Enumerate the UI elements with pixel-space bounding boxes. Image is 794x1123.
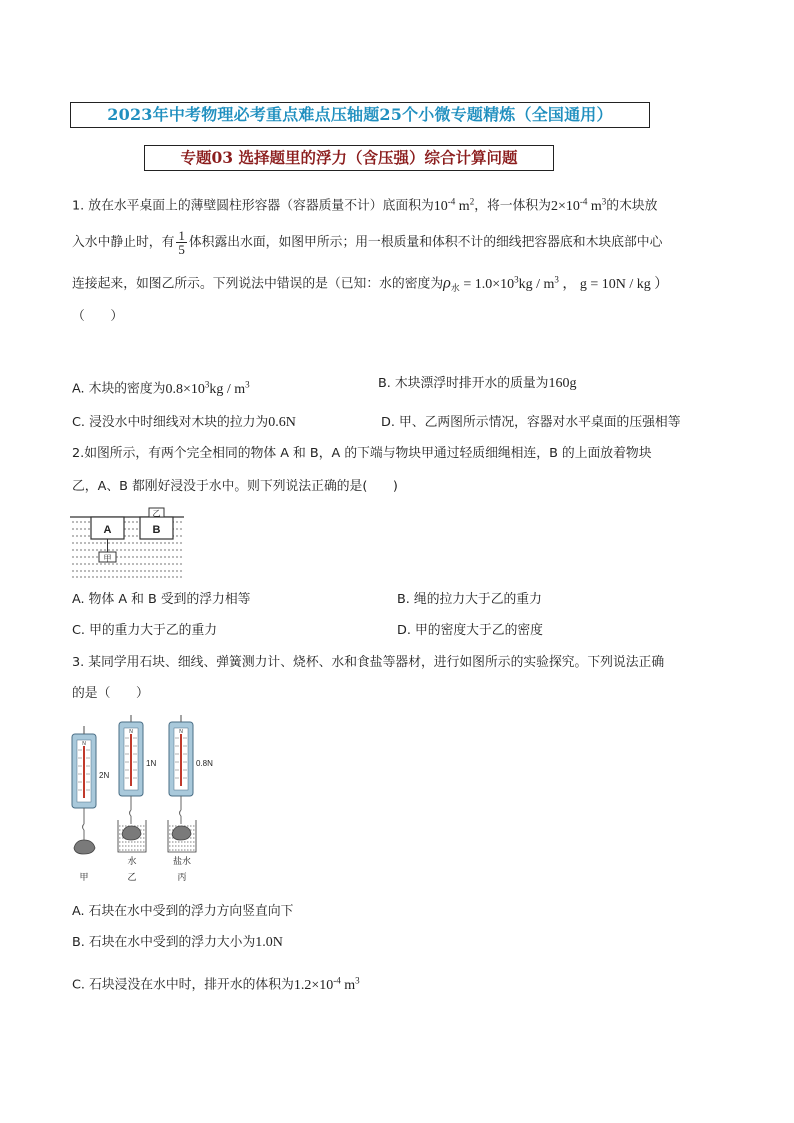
q3-option-b: B. 石块在水中受到的浮力大小为1.0N: [72, 935, 283, 950]
svg-text:A: A: [103, 524, 112, 536]
q2-option-c: C. 甲的重力大于乙的重力: [72, 623, 218, 638]
q1-option-c: C. 浸没水中时细线对木块的拉力为0.6N: [72, 415, 296, 430]
topic-subtitle: 专题03 选择题里的浮力（含压强）综合计算问题: [144, 145, 554, 171]
q2-option-a: A. 物体 A 和 B 受到的浮力相等: [72, 592, 251, 607]
svg-text:水: 水: [127, 856, 137, 866]
q3-line-1: 3. 某同学用石块、细线、弹簧测力计、烧杯、水和食盐等器材，进行如图所示的实验探究。下列说法正确: [72, 655, 665, 670]
svg-text:1N: 1N: [146, 759, 157, 768]
svg-text:N: N: [129, 729, 133, 735]
q3-line-2: 的是（ ）: [72, 686, 149, 701]
svg-text:2N: 2N: [99, 771, 110, 780]
q3-option-a: A. 石块在水中受到的浮力方向竖直向下: [72, 904, 294, 919]
q3-figure: [68, 712, 228, 887]
svg-text:N: N: [82, 741, 86, 747]
svg-text:乙: 乙: [152, 509, 161, 518]
q1-line-2: 入水中静止时，有 $\frac{1}{5}$ 体积露出水面，如图甲所示；用一根质量和体积不计的细线把容器底和木块底部中心: [72, 228, 663, 257]
stone-yi: [122, 826, 141, 840]
q2-figure: [70, 505, 185, 580]
q1-option-d: D. 甲、乙两图所示情况，容器对水平桌面的压强相等: [381, 415, 681, 430]
q3-option-c: C. 石块浸没在水中时，排开水的体积为$1.2\times 10^{-4}$ $m^3$: [72, 975, 360, 993]
svg-text:甲: 甲: [79, 872, 89, 882]
svg-text:乙: 乙: [127, 872, 137, 882]
fraction-one-fifth: $\frac{1}{5}$: [178, 228, 185, 257]
stone-bing: [172, 826, 191, 840]
svg-text:甲: 甲: [103, 554, 112, 563]
q1-line-1: 1. 放在水平桌面上的薄壁圆柱形容器（容器质量不计）底面积为$10^{-4}$ $m^2$，将一体积为$2\times 10^{-4}$ $m^3$的木块放: [72, 196, 658, 214]
q1-answer-paren: （ ）: [72, 309, 124, 324]
stone-jia: [74, 840, 95, 854]
svg-text:0.8N: 0.8N: [196, 759, 213, 768]
svg-text:B: B: [152, 524, 161, 536]
q2-option-b: B. 绳的拉力大于乙的重力: [397, 592, 542, 607]
spring-scale-jia: [72, 726, 96, 854]
q2-option-d: D. 甲的密度大于乙的密度: [397, 623, 543, 638]
svg-text:N: N: [179, 729, 183, 735]
document-title: 2023年中考物理必考重点难点压轴题25个小微专题精炼（全国通用）: [70, 102, 650, 128]
svg-text:盐水: 盐水: [172, 856, 192, 866]
q2-line-1: 2.如图所示，有两个完全相同的物体 A 和 B，A 的下端与物块甲通过轻质细绳相连，B 的上面放着物块: [72, 446, 652, 461]
spring-scale-bing: [168, 715, 196, 852]
q2-line-2: 乙，A、B 都刚好浸没于水中。则下列说法正确的是( ): [72, 479, 398, 494]
q1-line-3: 连接起来，如图乙所示。下列说法中错误的是（已知：水的密度为$\rho_水 = 1.0\times 10^3kg / m^3$ ， g = 10N / kg ）: [72, 274, 669, 295]
q1-option-a: A. 木块的密度为$0.8\times 10^3kg / m^3$: [72, 379, 250, 397]
svg-text:丙: 丙: [177, 872, 187, 882]
q1-option-b: B. 木块漂浮时排开水的质量为160g: [378, 376, 577, 391]
spring-scale-yi: [118, 715, 146, 852]
